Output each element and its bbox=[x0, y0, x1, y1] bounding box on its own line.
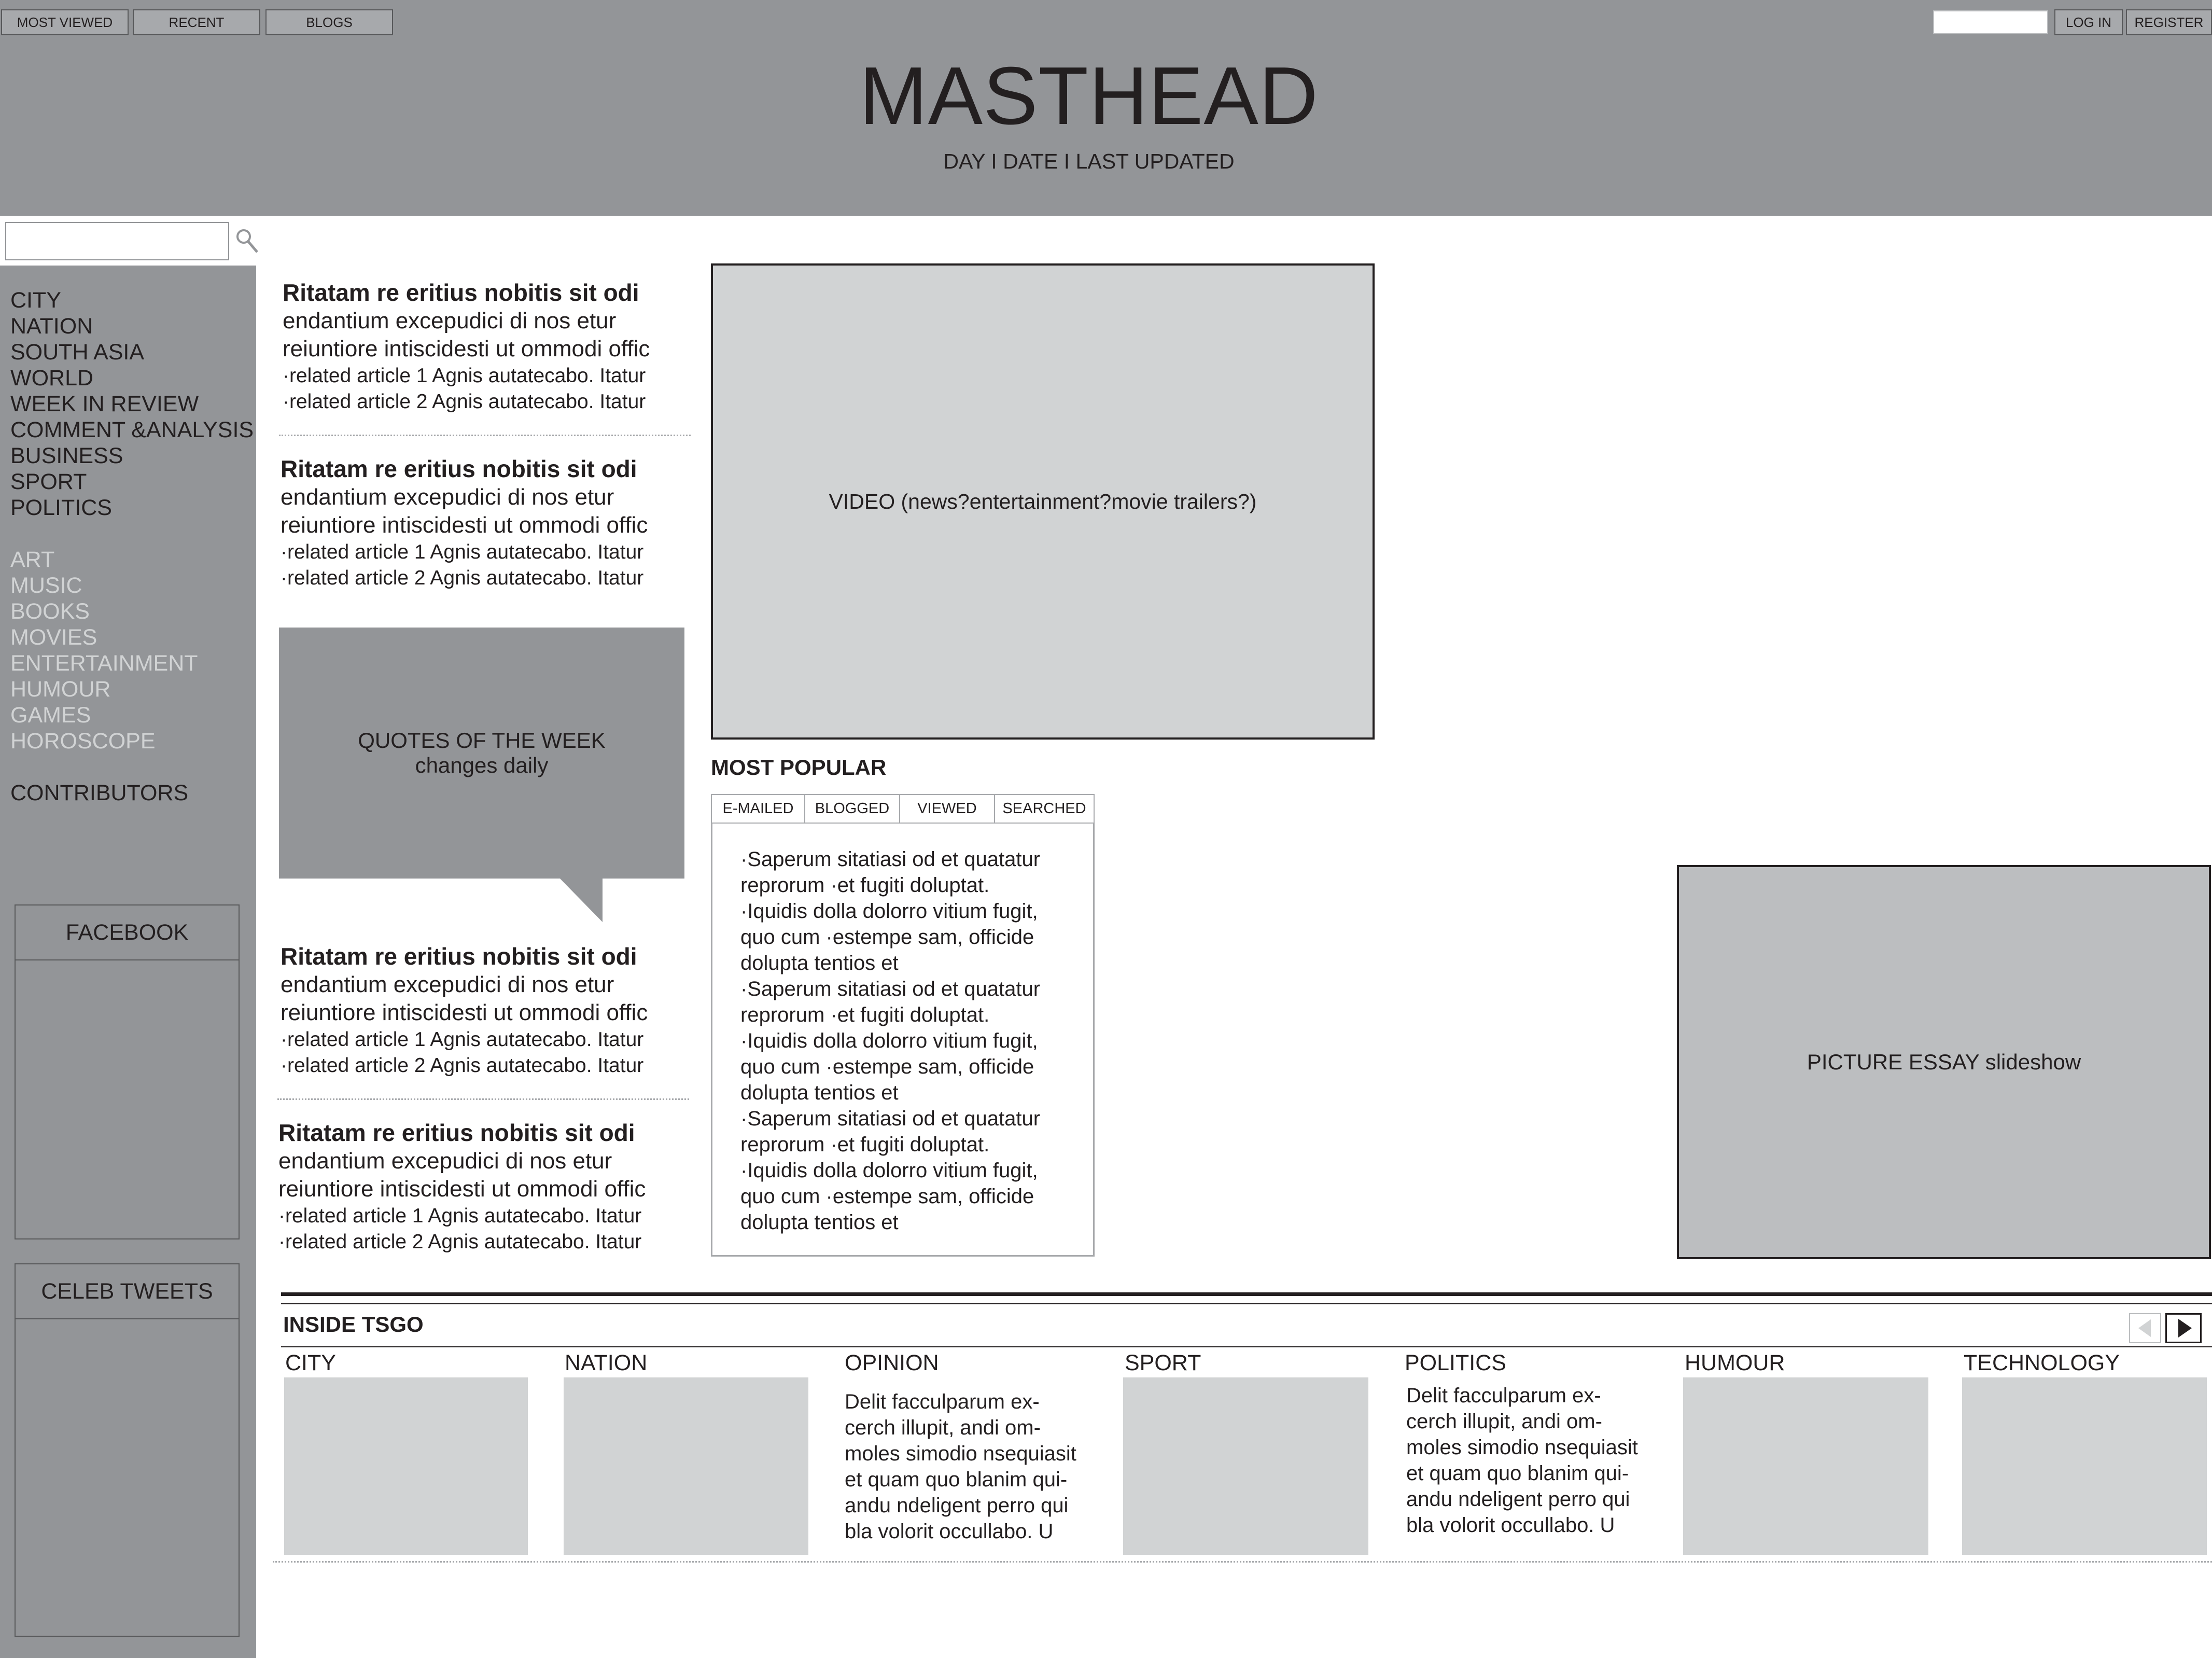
related-article-link[interactable]: ·related article 1 Agnis autatecabo. Itatur bbox=[283, 365, 646, 387]
article-title[interactable]: Ritatam re eritius nobitis sit odi bbox=[278, 1119, 635, 1146]
text-line: moles simodio nsequiasit bbox=[845, 1442, 1076, 1465]
list-item[interactable]: reprorum ·et fugiti doluptat. bbox=[740, 874, 990, 897]
article-2 bbox=[281, 454, 695, 591]
politics-text bbox=[1406, 1383, 1655, 1538]
nav-item-comment-analysis[interactable]: COMMENT &ANALYSIS bbox=[10, 417, 254, 442]
list-item[interactable]: dolupta tentios et bbox=[740, 952, 899, 974]
nav-item-entertainment[interactable]: ENTERTAINMENT bbox=[10, 651, 198, 676]
register-button[interactable]: REGISTER bbox=[2126, 9, 2212, 35]
category-technology-image[interactable] bbox=[1962, 1377, 2207, 1555]
article-summary-line: reiuntiore intiscidesti ut ommodi offic bbox=[281, 1000, 648, 1025]
nav-item-movies[interactable]: MOVIES bbox=[10, 625, 97, 650]
text-line: et quam quo blanim qui- bbox=[1406, 1462, 1629, 1485]
category-city[interactable]: CITY bbox=[285, 1350, 336, 1375]
quotes-title: QUOTES OF THE WEEK bbox=[358, 728, 606, 753]
celeb-tweets-header: CELEB TWEETS bbox=[15, 1263, 240, 1319]
text-line: andu ndeligent perro qui bbox=[845, 1494, 1069, 1517]
article-summary-line: reiuntiore intiscidesti ut ommodi offic bbox=[278, 1176, 646, 1202]
article-summary-line: endantium excepudici di nos etur bbox=[283, 308, 617, 333]
arrow-left-icon[interactable] bbox=[2129, 1313, 2161, 1343]
nav-item-sport[interactable]: SPORT bbox=[10, 469, 87, 494]
blogs-button[interactable]: BLOGS bbox=[265, 9, 393, 35]
category-technology[interactable]: TECHNOLOGY bbox=[1964, 1350, 2120, 1375]
search-icon[interactable] bbox=[234, 227, 260, 256]
list-item[interactable]: quo cum ·estempe sam, officide bbox=[740, 926, 1034, 949]
category-politics[interactable]: POLITICS bbox=[1405, 1350, 1506, 1375]
article-1 bbox=[283, 278, 697, 415]
celeb-tweets-widget[interactable] bbox=[15, 1318, 240, 1637]
inside-tsgo-title: INSIDE TSGO bbox=[283, 1312, 424, 1336]
article-summary-line: endantium excepudici di nos etur bbox=[281, 972, 614, 997]
nav-item-city[interactable]: CITY bbox=[10, 288, 61, 313]
text-line: cerch illupit, andi om- bbox=[1406, 1410, 1602, 1433]
nav-item-politics[interactable]: POLITICS bbox=[10, 495, 112, 520]
video-player[interactable] bbox=[711, 263, 1375, 740]
text-line: et quam quo blanim qui- bbox=[845, 1468, 1068, 1491]
list-item[interactable]: reprorum ·et fugiti doluptat. bbox=[740, 1004, 990, 1026]
related-article-link[interactable]: ·related article 1 Agnis autatecabo. Itatur bbox=[281, 541, 644, 563]
article-title[interactable]: Ritatam re eritius nobitis sit odi bbox=[283, 279, 639, 306]
tab-searched[interactable]: SEARCHED bbox=[994, 794, 1095, 824]
nav-item-humour[interactable]: HUMOUR bbox=[10, 677, 111, 702]
list-item[interactable]: ·Saperum sitatiasi od et quatatur bbox=[740, 848, 1041, 871]
picture-essay-label: PICTURE ESSAY slideshow bbox=[1807, 1050, 2081, 1074]
text-line: moles simodio nsequiasit bbox=[1406, 1436, 1638, 1459]
tab-viewed[interactable]: VIEWED bbox=[899, 794, 995, 824]
masthead-title: MASTHEAD bbox=[859, 50, 1319, 142]
quotes-of-the-week[interactable] bbox=[279, 628, 684, 879]
facebook-header: FACEBOOK bbox=[15, 904, 240, 960]
list-item[interactable]: dolupta tentios et bbox=[740, 1211, 899, 1234]
article-summary-line: endantium excepudici di nos etur bbox=[278, 1148, 612, 1174]
top-search-input[interactable] bbox=[1933, 10, 2048, 34]
most-viewed-button[interactable]: MOST VIEWED bbox=[1, 9, 129, 35]
arrow-right-icon[interactable] bbox=[2165, 1313, 2202, 1343]
category-city-image[interactable] bbox=[284, 1377, 528, 1555]
text-line: bla volorit occullabo. U bbox=[845, 1520, 1054, 1543]
list-item[interactable]: reprorum ·et fugiti doluptat. bbox=[740, 1133, 990, 1156]
nav-item-south-asia[interactable]: SOUTH ASIA bbox=[10, 340, 145, 365]
article-summary-line: endantium excepudici di nos etur bbox=[281, 484, 614, 510]
divider bbox=[279, 435, 691, 436]
login-button[interactable]: LOG IN bbox=[2054, 9, 2123, 35]
facebook-widget[interactable] bbox=[15, 959, 240, 1239]
tab-e-mailed[interactable]: E-MAILED bbox=[711, 794, 805, 824]
category-nation-image[interactable] bbox=[564, 1377, 808, 1555]
nav-item-contributors[interactable]: CONTRIBUTORS bbox=[10, 781, 189, 805]
related-article-link[interactable]: ·related article 1 Agnis autatecabo. Itatur bbox=[281, 1028, 644, 1051]
section-rule bbox=[281, 1292, 2212, 1296]
list-item[interactable]: ·Saperum sitatiasi od et quatatur bbox=[740, 978, 1041, 1000]
section-rule bbox=[281, 1346, 2212, 1347]
article-3 bbox=[281, 942, 695, 1079]
category-sport-image[interactable] bbox=[1123, 1377, 1368, 1555]
recent-button[interactable]: RECENT bbox=[133, 9, 260, 35]
most-popular-list bbox=[740, 846, 1072, 1235]
related-article-link[interactable]: ·related article 2 Agnis autatecabo. Itatur bbox=[281, 567, 644, 589]
speech-bubble-tail bbox=[555, 877, 605, 922]
related-article-link[interactable]: ·related article 2 Agnis autatecabo. Itatur bbox=[278, 1231, 642, 1253]
nav-item-music[interactable]: MUSIC bbox=[10, 573, 82, 598]
picture-essay-slideshow[interactable] bbox=[1677, 865, 2211, 1259]
nav-item-business[interactable]: BUSINESS bbox=[10, 443, 123, 468]
text-line: cerch illupit, andi om- bbox=[845, 1416, 1041, 1439]
article-title[interactable]: Ritatam re eritius nobitis sit odi bbox=[281, 455, 637, 482]
article-title[interactable]: Ritatam re eritius nobitis sit odi bbox=[281, 943, 637, 970]
text-line: Delit facculparum ex- bbox=[1406, 1384, 1601, 1407]
list-item[interactable]: dolupta tentios et bbox=[740, 1081, 899, 1104]
nav-item-week-in-review[interactable]: WEEK IN REVIEW bbox=[10, 392, 199, 416]
article-summary-line: reiuntiore intiscidesti ut ommodi offic bbox=[281, 512, 648, 538]
opinion-text bbox=[845, 1389, 1094, 1544]
section-rule bbox=[281, 1303, 2212, 1304]
text-line: bla volorit occullabo. U bbox=[1406, 1514, 1615, 1537]
list-item[interactable]: ·Iquidis dolla dolorro vitium fugit, bbox=[740, 900, 1038, 923]
nav-item-books[interactable]: BOOKS bbox=[10, 599, 90, 624]
category-sport[interactable]: SPORT bbox=[1125, 1350, 1201, 1375]
nav-item-world[interactable]: WORLD bbox=[10, 366, 94, 391]
category-humour-image[interactable] bbox=[1683, 1377, 1928, 1555]
quotes-subtitle: changes daily bbox=[415, 753, 549, 777]
related-article-link[interactable]: ·related article 2 Agnis autatecabo. Itatur bbox=[283, 391, 646, 413]
category-opinion[interactable]: OPINION bbox=[845, 1350, 939, 1375]
list-item[interactable]: quo cum ·estempe sam, officide bbox=[740, 1055, 1034, 1078]
divider bbox=[277, 1098, 689, 1100]
list-item[interactable]: quo cum ·estempe sam, officide bbox=[740, 1185, 1034, 1208]
related-article-link[interactable]: ·related article 1 Agnis autatecabo. Itatur bbox=[278, 1205, 642, 1227]
masthead-date-line: DAY I DATE I LAST UPDATED bbox=[943, 149, 1235, 173]
article-4 bbox=[278, 1118, 693, 1255]
list-item[interactable]: ·Iquidis dolla dolorro vitium fugit, bbox=[740, 1159, 1038, 1182]
list-item[interactable]: ·Saperum sitatiasi od et quatatur bbox=[740, 1107, 1041, 1130]
nav-item-nation[interactable]: NATION bbox=[10, 314, 93, 339]
most-popular-title: MOST POPULAR bbox=[711, 755, 887, 779]
sidebar-search-input[interactable] bbox=[5, 222, 229, 260]
category-nation[interactable]: NATION bbox=[565, 1350, 648, 1375]
article-summary-line: reiuntiore intiscidesti ut ommodi offic bbox=[283, 336, 650, 361]
text-line: andu ndeligent perro qui bbox=[1406, 1488, 1630, 1511]
related-article-link[interactable]: ·related article 2 Agnis autatecabo. Itatur bbox=[281, 1054, 644, 1077]
nav-item-games[interactable]: GAMES bbox=[10, 703, 91, 728]
nav-item-horoscope[interactable]: HOROSCOPE bbox=[10, 729, 156, 754]
tab-blogged[interactable]: BLOGGED bbox=[804, 794, 900, 824]
video-label: VIDEO (news?entertainment?movie trailers?) bbox=[829, 489, 1257, 513]
text-line: Delit facculparum ex- bbox=[845, 1390, 1040, 1413]
divider bbox=[273, 1561, 2212, 1563]
list-item[interactable]: ·Iquidis dolla dolorro vitium fugit, bbox=[740, 1029, 1038, 1052]
nav-item-art[interactable]: ART bbox=[10, 547, 55, 572]
category-humour[interactable]: HUMOUR bbox=[1685, 1350, 1785, 1375]
